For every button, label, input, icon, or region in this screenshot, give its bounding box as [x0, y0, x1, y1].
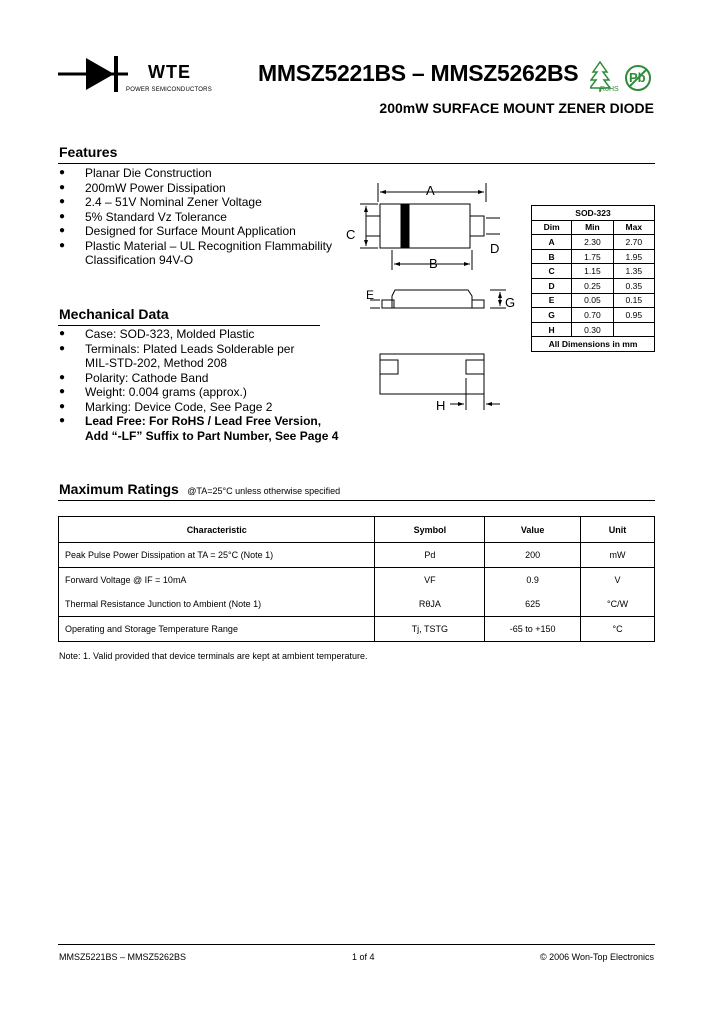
table-cell: H [532, 322, 572, 337]
table-row [59, 592, 655, 617]
footer-rule [58, 944, 655, 945]
table-row [532, 264, 655, 279]
table-row [532, 322, 655, 337]
dim-label-e: E [366, 288, 375, 302]
list-item-continuation: Add “-LF” Suffix to Part Number, See Page 4 [85, 428, 339, 443]
mechanical-title: Mechanical Data [59, 306, 169, 322]
list-item: ● Plastic Material – UL Recognition Flammability [59, 239, 359, 254]
table-cell [613, 322, 654, 337]
table-cell: 1.95 [613, 249, 654, 264]
table-header: Dim [532, 220, 572, 235]
table-row [532, 235, 655, 250]
table-header: Value [485, 517, 581, 543]
ratings-note: Note: 1. Valid provided that device terminals are kept at ambient temperature. [59, 651, 368, 661]
ratings-title: Maximum Ratings [59, 481, 179, 497]
table-row [59, 617, 655, 642]
table-cell: °C [581, 617, 655, 642]
table-cell: mW [581, 543, 655, 568]
table-cell: 0.15 [613, 293, 654, 308]
table-header: Max [613, 220, 654, 235]
table-cell: °C/W [581, 592, 655, 617]
table-cell: 1.75 [572, 249, 613, 264]
ratings-heading [59, 481, 340, 499]
table-cell: 1.35 [613, 264, 654, 279]
dim-label-a: A [426, 183, 435, 198]
list-item: ● Planar Die Construction [59, 166, 359, 181]
mechanical-rule [58, 325, 320, 326]
table-cell: B [532, 249, 572, 264]
features-rule [58, 163, 655, 164]
table-cell: VF [375, 568, 485, 593]
logo-text: WTE [148, 62, 191, 82]
table-cell: RθJA [375, 592, 485, 617]
dim-label-g: G [505, 295, 516, 310]
table-cell: 0.25 [572, 278, 613, 293]
ratings-condition: @TA=25°C unless otherwise specified [187, 486, 341, 496]
list-item: ● Marking: Device Code, See Page 2 [59, 400, 359, 415]
table-cell: E [532, 293, 572, 308]
table-cell: G [532, 308, 572, 323]
list-item: ● Terminals: Plated Leads Solderable per [59, 342, 359, 357]
table-header: Min [572, 220, 613, 235]
table-cell: C [532, 264, 572, 279]
table-cell: -65 to +150 [485, 617, 581, 642]
table-cell: D [532, 278, 572, 293]
features-list [59, 166, 359, 268]
table-row [59, 543, 655, 568]
table-cell: V [581, 568, 655, 593]
page-subtitle: 200mW SURFACE MOUNT ZENER DIODE [379, 100, 654, 116]
table-row [59, 568, 655, 593]
list-item: ● 5% Standard Vz Tolerance [59, 210, 359, 225]
dimension-table [531, 205, 655, 352]
list-item-continuation: MIL-STD-202, Method 208 [85, 356, 228, 370]
table-cell: Operating and Storage Temperature Range [59, 617, 375, 642]
ratings-rule [58, 500, 655, 501]
list-item: ● Weight: 0.004 grams (approx.) [59, 385, 359, 400]
pb-label: Pb [629, 70, 646, 85]
table-row [532, 308, 655, 323]
table-cell: Tj, TSTG [375, 617, 485, 642]
mechanical-list [59, 327, 359, 443]
table-cell: 0.30 [572, 322, 613, 337]
table-cell: 0.35 [613, 278, 654, 293]
logo-subtext: POWER SEMICONDUCTORS [126, 87, 212, 93]
footer-part-range: MMSZ5221BS – MMSZ5262BS [59, 952, 187, 962]
dim-label-b: B [429, 256, 438, 271]
list-item: ● Case: SOD-323, Molded Plastic [59, 327, 359, 342]
dim-label-h: H [436, 398, 446, 413]
list-item: ● Polarity: Cathode Band [59, 371, 359, 386]
table-cell: 200 [485, 543, 581, 568]
features-title: Features [59, 144, 118, 160]
table-cell: 0.95 [613, 308, 654, 323]
table-cell: Thermal Resistance Junction to Ambient (Note 1) [59, 592, 375, 617]
table-cell: Peak Pulse Power Dissipation at TA = 25°C (Note 1) [59, 543, 375, 568]
table-cell: Pd [375, 543, 485, 568]
footer-page-number: 1 of 4 [352, 952, 375, 962]
table-cell: 2.30 [572, 235, 613, 250]
table-header: Characteristic [59, 517, 375, 543]
dim-label-d: D [490, 241, 500, 256]
table-cell: 2.70 [613, 235, 654, 250]
table-row [532, 249, 655, 264]
rohs-label: RoHS [600, 86, 619, 93]
ratings-table [58, 516, 655, 642]
table-cell: 0.05 [572, 293, 613, 308]
table-footer: All Dimensions in mm [532, 337, 655, 352]
footer-copyright: © 2006 Won-Top Electronics [539, 952, 654, 962]
list-item: ● Lead Free: For RoHS / Lead Free Version, [59, 414, 359, 429]
table-title: SOD-323 [532, 206, 655, 221]
list-item: ● 2.4 – 51V Nominal Zener Voltage [59, 195, 359, 210]
table-cell: A [532, 235, 572, 250]
list-item: ● Designed for Surface Mount Application [59, 224, 359, 239]
dim-label-c: C [346, 227, 356, 242]
table-row [532, 293, 655, 308]
table-cell: 0.9 [485, 568, 581, 593]
table-cell: 0.70 [572, 308, 613, 323]
table-cell: 625 [485, 592, 581, 617]
page-title: MMSZ5221BS – MMSZ5262BS [258, 60, 579, 86]
list-item: ● 200mW Power Dissipation [59, 181, 359, 196]
table-cell: Forward Voltage @ IF = 10mA [59, 568, 375, 593]
table-header: Unit [581, 517, 655, 543]
list-item-continuation: Classification 94V-O [85, 253, 194, 267]
table-header: Symbol [375, 517, 485, 543]
table-row [532, 278, 655, 293]
table-cell: 1.15 [572, 264, 613, 279]
